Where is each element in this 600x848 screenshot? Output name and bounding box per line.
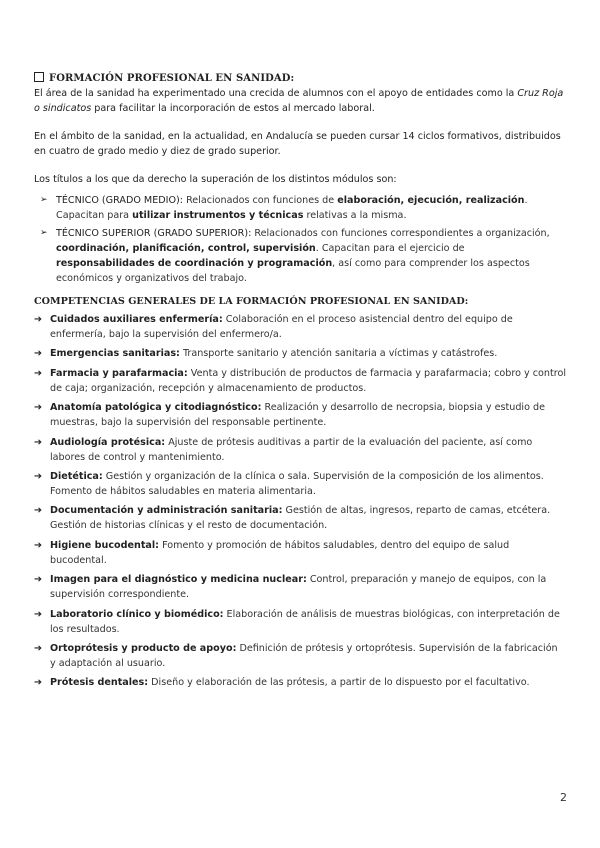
list-item <box>34 607 566 637</box>
arrow-icon: ➔ <box>34 608 43 620</box>
list-item <box>34 346 566 361</box>
item-term: Prótesis dentales: <box>50 677 149 689</box>
list-item <box>34 572 566 602</box>
item-term: Anatomía patológica y citodiagnóstico: <box>50 402 262 414</box>
arrow-icon: ➔ <box>34 539 43 551</box>
arrow-icon: ➔ <box>34 470 43 482</box>
paragraph-andalucia: En el ámbito de la sanidad, en la actualidad, en Andalucía se pueden cursar 14 ciclos formativos, distribuidos en cuatro de grado medio y diez de grado superior. <box>34 131 561 157</box>
item-description: Control, preparación y manejo de equipos, con la supervisión correspondiente. <box>50 574 547 601</box>
arrow-icon: ➔ <box>34 402 43 414</box>
item-description: Transporte sanitario y atención sanitaria a víctimas y catástrofes. <box>179 348 498 360</box>
item-term: Laboratorio clínico y biomédico: <box>50 608 224 620</box>
section-title-competencias: COMPETENCIAS GENERALES DE LA FORMACIÓN PROFESIONAL EN SANIDAD: <box>34 296 469 307</box>
item-description: Definición de prótesis y ortoprótesis. Supervisión de la fabricación y adaptación al usuario. <box>50 642 558 669</box>
arrow-icon: ➔ <box>34 314 43 325</box>
list-item <box>34 641 566 671</box>
item-term: Audiología protésica: <box>50 436 166 448</box>
paragraph-intro: El área de la sanidad ha experimentado una crecida de alumnos con el apoyo de entidades como la Cruz Roja o sindicatos para facilitar la incorporación de estos al mercado laboral. <box>34 88 564 114</box>
competencias-list <box>34 312 566 690</box>
paragraph-titulos: Los títulos a los que da derecho la superación de los distintos módulos son: <box>34 174 397 185</box>
item-term: Emergencias sanitarias: <box>50 348 180 360</box>
arrow-icon: ➔ <box>34 677 43 689</box>
item-description: Fomento y promoción de hábitos saludables, dentro del equipo de salud bucodental. <box>50 539 510 566</box>
list-item-tecnico-superior: ➢ TÉCNICO SUPERIOR (GRADO SUPERIOR): Relacionados con funciones correspondientes a organización, coordinación, planificación, control, supervisión. Capacitan para el ejercicio de responsabilidades de coordinación y programación, así como para comprender los aspectos económicos y organizativos del trabajo. <box>34 226 566 286</box>
list-item <box>34 435 566 465</box>
item-description: Colaboración en el proceso asistencial dentro del equipo de enfermería, bajo la supervisión del enfermero/a. <box>50 314 513 340</box>
arrow-icon: ➔ <box>34 436 43 448</box>
item-description: Gestión de altas, ingresos, reparto de camas, etcétera. Gestión de historias clínicas y el resto de documentación. <box>50 505 551 532</box>
item-term: Cuidados auxiliares enfermería: <box>50 314 223 325</box>
bullet-arrow-icon: ➢ <box>40 195 48 205</box>
item-description: Gestión y organización de la clínica o sala. Supervisión de la composición de los alimentos. Fomento de hábitos saludables en materia alimentaria. <box>50 470 544 497</box>
list-item <box>34 675 566 690</box>
list-item <box>34 469 566 499</box>
bullet-arrow-icon: ➢ <box>40 228 48 238</box>
item-description: Elaboración de análisis de muestras biológicas, con interpretación de los resultados. <box>50 608 560 635</box>
document-page <box>34 71 566 695</box>
item-description: Ajuste de prótesis auditivas a partir de la evaluación del paciente, así como labores de control y mantenimiento. <box>50 436 533 463</box>
list-item-tecnico-medio: ➢ TÉCNICO (GRADO MEDIO): Relacionados con funciones de elaboración, ejecución, realización. Capacitan para utilizar instrumentos y técnicas relativas a la misma. <box>34 193 566 223</box>
item-term: Documentación y administración sanitaria: <box>50 505 283 517</box>
arrow-icon: ➔ <box>34 642 43 654</box>
arrow-icon: ➔ <box>34 574 43 586</box>
checkbox-icon <box>34 72 44 82</box>
item-description: Realización y desarrollo de necropsia, biopsia y estudio de muestras, bajo la supervisión del responsable pertinente. <box>50 402 545 429</box>
list-item <box>34 400 566 430</box>
section-title: FORMACIÓN PROFESIONAL EN SANIDAD: <box>34 71 566 86</box>
item-term: Imagen para el diagnóstico y medicina nuclear: <box>50 574 307 586</box>
item-term: Higiene bucodental: <box>50 539 160 551</box>
list-item <box>34 366 566 396</box>
list-item <box>34 312 566 342</box>
list-item <box>34 503 566 533</box>
item-term: Farmacia y parafarmacia: <box>50 367 188 379</box>
item-description: Diseño y elaboración de las prótesis, a partir de lo dispuesto por el facultativo. <box>148 677 530 689</box>
list-item <box>34 538 566 568</box>
page-number: 2 <box>560 791 567 804</box>
item-description: Venta y distribución de productos de farmacia y parafarmacia; cobro y control de caja; organización, recepción y almacenamiento de productos. <box>50 367 567 394</box>
arrow-icon: ➔ <box>34 348 43 360</box>
arrow-icon: ➔ <box>34 505 43 517</box>
item-term: Dietética: <box>50 470 103 482</box>
item-term: Ortoprótesis y producto de apoyo: <box>50 642 237 654</box>
arrow-icon: ➔ <box>34 367 43 379</box>
